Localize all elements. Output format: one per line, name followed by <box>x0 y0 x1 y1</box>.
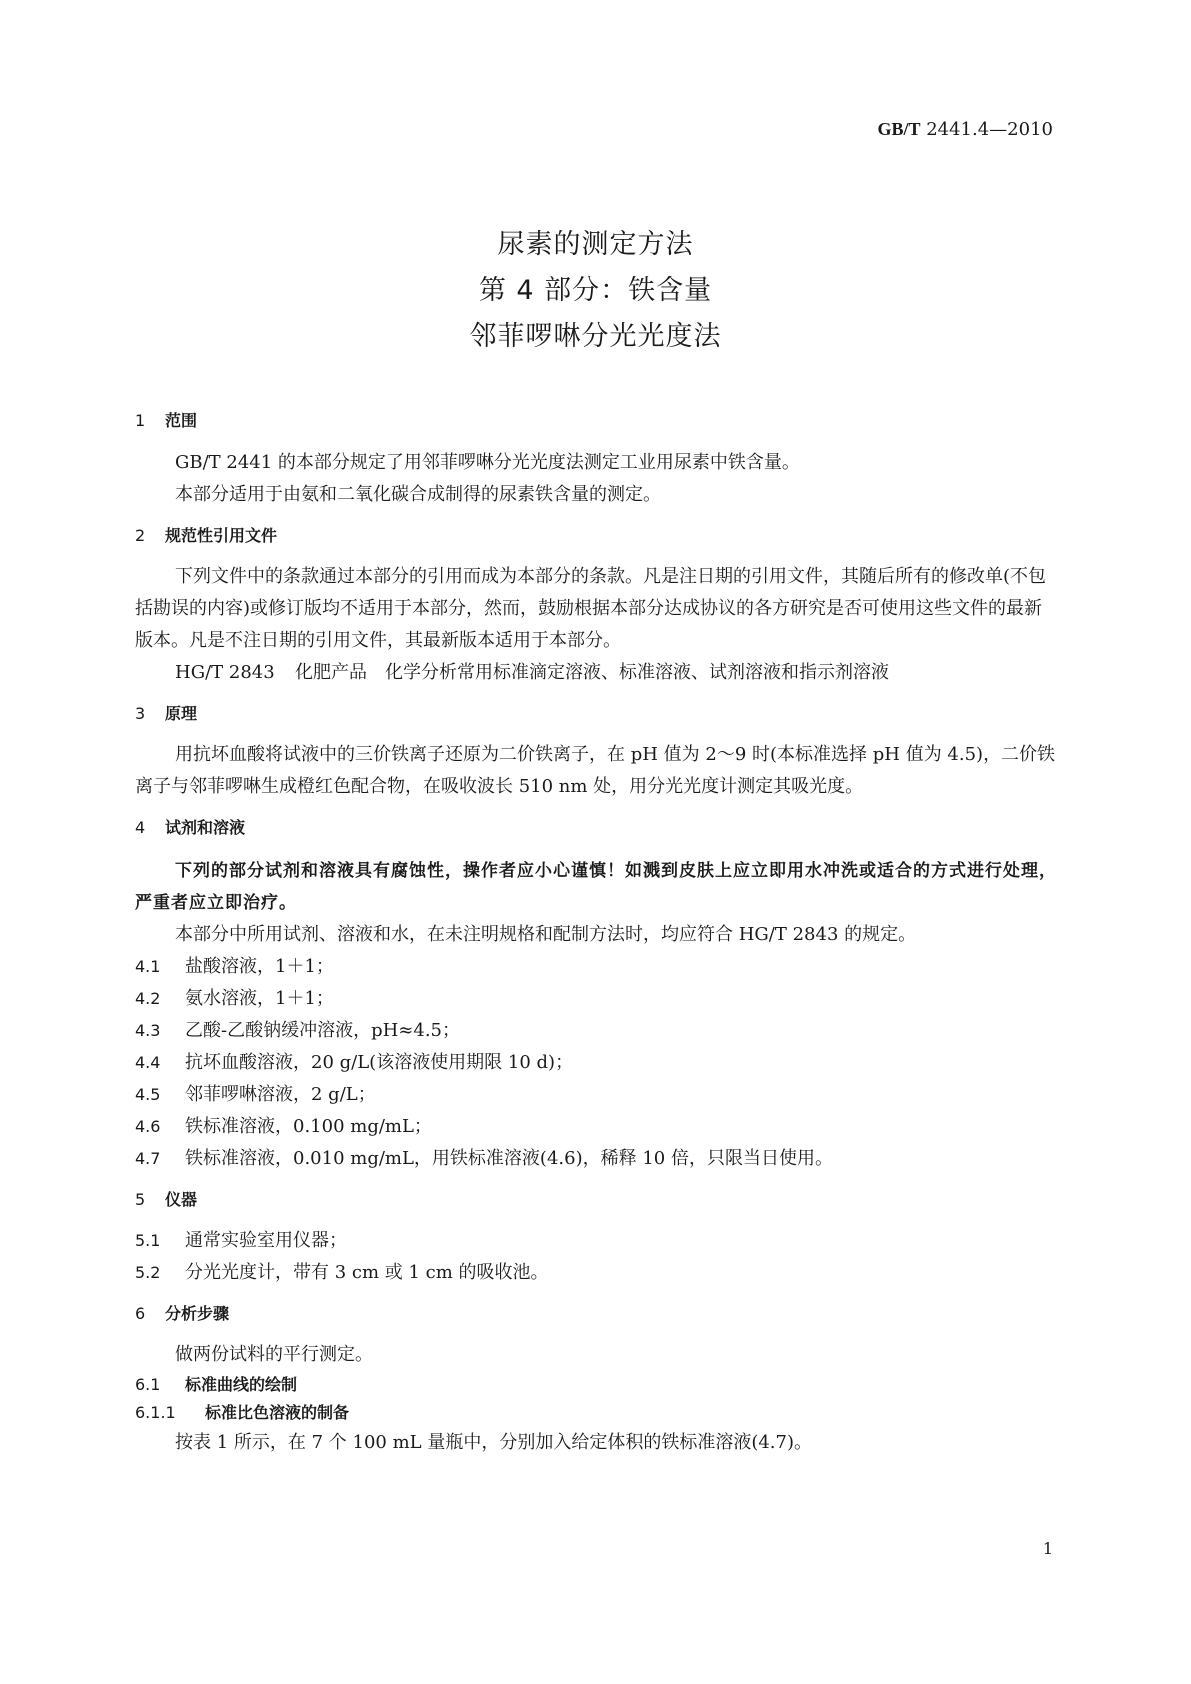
item-text: 抗坏血酸溶液，20 g/L(该溶液使用期限 10 d)； <box>185 1052 574 1073</box>
list-item <box>135 1257 1060 1289</box>
reference-code: HG/T 2843 <box>175 662 275 683</box>
item-number: 5.2 <box>135 1263 161 1282</box>
reference-entry <box>135 657 1060 689</box>
item-number: 4.6 <box>135 1117 161 1136</box>
item-number: 4.2 <box>135 989 161 1008</box>
section-heading-scope <box>135 410 1060 432</box>
item-number: 4.1 <box>135 957 161 976</box>
subsection-number: 6.1 <box>135 1375 161 1394</box>
section-title: 范围 <box>165 411 198 430</box>
list-item <box>135 1015 1060 1047</box>
section-title: 仪器 <box>165 1190 198 1209</box>
section-heading-procedure <box>135 1303 1060 1325</box>
subsection-number: 6.1.1 <box>135 1403 176 1422</box>
section-title: 规范性引用文件 <box>165 526 278 545</box>
list-item <box>135 1047 1060 1079</box>
document-title <box>0 222 1191 360</box>
section-title: 试剂和溶液 <box>165 818 246 837</box>
item-text: 分光光度计，带有 3 cm 或 1 cm 的吸收池。 <box>185 1262 549 1283</box>
page-number: 1 <box>1042 1539 1053 1558</box>
section-heading-normative-references <box>135 525 1060 547</box>
title-line-1: 尿素的测定方法 <box>497 229 694 260</box>
section-heading-reagents <box>135 817 1060 839</box>
list-item <box>135 1079 1060 1111</box>
item-text: 盐酸溶液，1＋1； <box>185 956 334 977</box>
list-item <box>135 1225 1060 1257</box>
subsection-title: 标准比色溶液的制备 <box>205 1403 350 1422</box>
list-item <box>135 1143 1060 1175</box>
item-text: 铁标准溶液，0.100 mg/mL； <box>185 1116 432 1137</box>
section-number: 3 <box>135 704 146 723</box>
item-text: 通常实验室用仪器； <box>185 1230 347 1251</box>
section-heading-principle <box>135 703 1060 725</box>
section-number: 4 <box>135 818 146 837</box>
section-heading-apparatus <box>135 1189 1060 1211</box>
paragraph: 做两份试料的平行测定。 <box>175 1344 373 1365</box>
reference-title: 化肥产品 化学分析常用标准滴定溶液、标准溶液、试剂溶液和指示剂溶液 <box>295 662 889 683</box>
standard-code <box>877 119 1053 140</box>
list-item <box>135 983 1060 1015</box>
item-number: 4.7 <box>135 1149 161 1168</box>
subsection-heading <box>135 1399 1060 1427</box>
paragraph: 下列文件中的条款通过本部分的引用而成为本部分的条款。凡是注日期的引用文件，其随后所有的修改单(不包括勘误的内容)或修订版均不适用于本部分，然而，鼓励根据本部分达成协议的各方研究是否可使用这些文件的最新版本。凡是不注日期的引用文件，其最新版本适用于本部分。 <box>135 566 1047 651</box>
subsection-title: 标准曲线的绘制 <box>185 1375 298 1394</box>
document-body <box>135 410 1060 1459</box>
paragraph: 按表 1 所示，在 7 个 100 mL 量瓶中，分别加入给定体积的铁标准溶液(4.7)。 <box>175 1432 813 1453</box>
section-number: 1 <box>135 411 146 430</box>
title-line-3: 邻菲啰啉分光光度法 <box>469 321 722 352</box>
item-number: 4.3 <box>135 1021 161 1040</box>
section-number: 6 <box>135 1304 146 1323</box>
list-item <box>135 951 1060 983</box>
title-line-2: 第 4 部分：铁含量 <box>478 275 713 306</box>
subsection-heading <box>135 1371 1060 1399</box>
item-text: 乙酸-乙酸钠缓冲溶液，pH≈4.5； <box>185 1020 461 1041</box>
section-number: 2 <box>135 526 146 545</box>
standard-prefix: GB/T <box>877 119 921 139</box>
item-number: 4.5 <box>135 1085 161 1104</box>
item-text: 铁标准溶液，0.010 mg/mL，用铁标准溶液(4.6)，稀释 10 倍，只限当日使用。 <box>185 1148 833 1169</box>
item-number: 5.1 <box>135 1231 161 1250</box>
list-item <box>135 1111 1060 1143</box>
standard-number: 2441.4—2010 <box>926 119 1053 140</box>
section-title: 原理 <box>165 704 198 723</box>
item-text: 氨水溶液，1＋1； <box>185 988 334 1009</box>
safety-warning: 下列的部分试剂和溶液具有腐蚀性，操作者应小心谨慎！如溅到皮肤上应立即用水冲洗或适合的方式进行处理，严重者应立即治疗。 <box>135 861 1057 913</box>
paragraph: 本部分适用于由氨和二氧化碳合成制得的尿素铁含量的测定。 <box>175 484 661 505</box>
section-title: 分析步骤 <box>165 1304 230 1323</box>
paragraph: GB/T 2441 的本部分规定了用邻菲啰啉分光光度法测定工业用尿素中铁含量。 <box>175 452 800 473</box>
paragraph: 本部分中所用试剂、溶液和水，在未注明规格和配制方法时，均应符合 HG/T 2843 的规定。 <box>175 924 917 945</box>
paragraph: 用抗坏血酸将试液中的三价铁离子还原为二价铁离子，在 pH 值为 2～9 时(本标准选择 pH 值为 4.5)，二价铁离子与邻菲啰啉生成橙红色配合物，在吸收波长 510 nm 处，用分光光度计测定其吸光度。 <box>135 744 1056 797</box>
section-number: 5 <box>135 1190 146 1209</box>
item-text: 邻菲啰啉溶液，2 g/L； <box>185 1084 376 1105</box>
item-number: 4.4 <box>135 1053 161 1072</box>
